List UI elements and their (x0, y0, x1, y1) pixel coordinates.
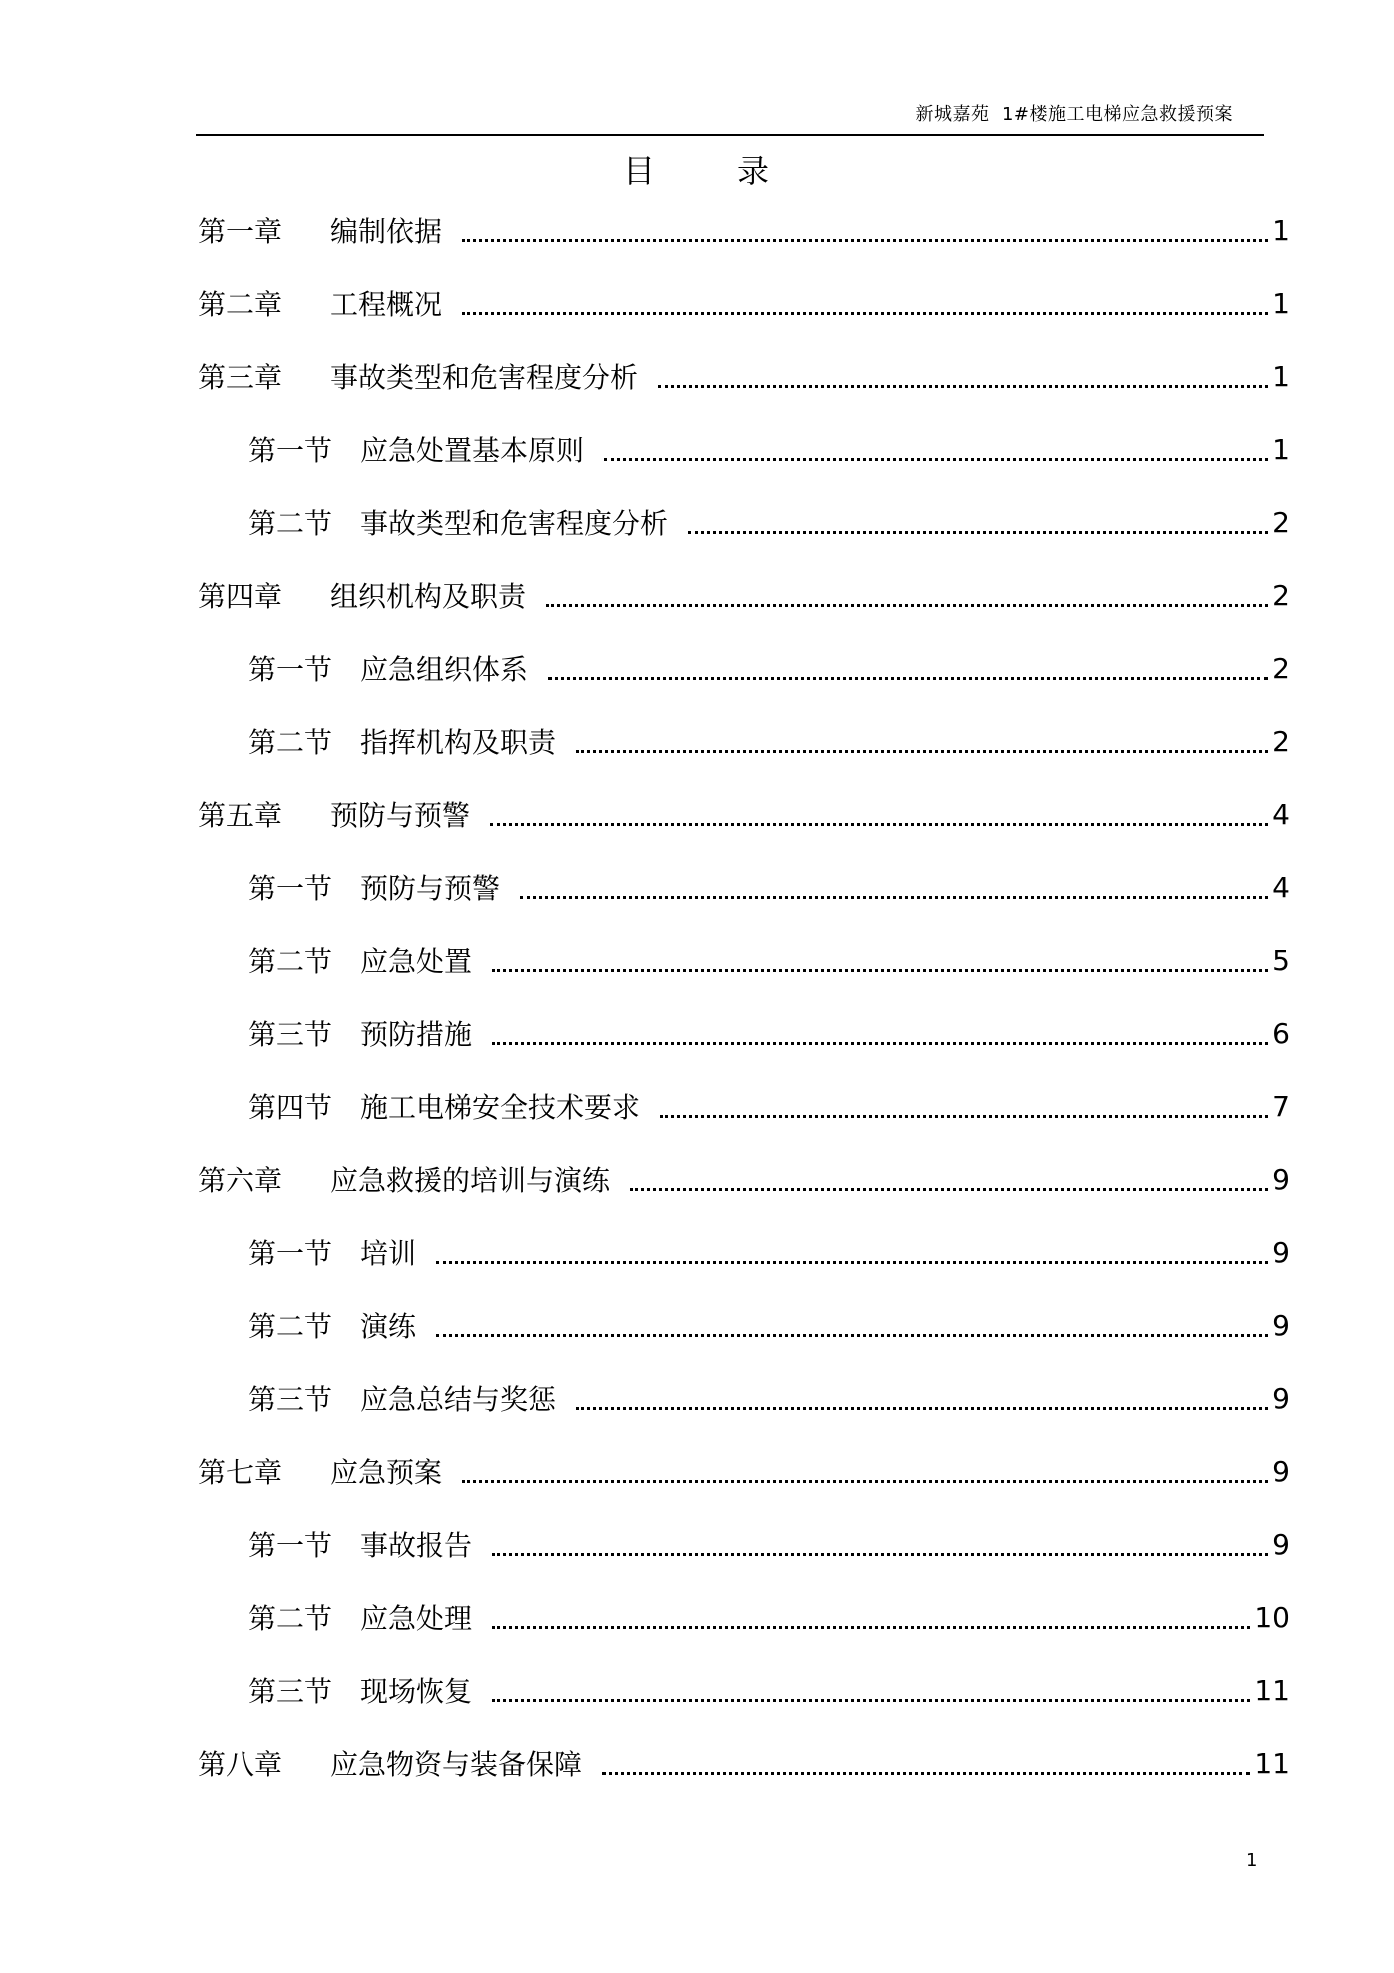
toc-chapter-entry[interactable] (198, 205, 1290, 255)
toc-entry-number: 第四章 (198, 580, 283, 613)
toc-entry-page: 1 (1272, 286, 1290, 320)
toc-entry-label: 施工电梯安全技术要求 (360, 1091, 641, 1124)
toc-section-entry[interactable] (248, 1665, 1290, 1715)
toc-entry-page: 2 (1272, 505, 1290, 539)
toc-section-entry[interactable] (248, 1227, 1290, 1277)
page-number: 1 (1246, 1850, 1258, 1871)
toc-entry-number: 第二节 (248, 1310, 333, 1343)
toc-entry-label: 预防措施 (360, 1018, 473, 1051)
toc-entry-page: 5 (1272, 943, 1290, 977)
toc-entry-number: 第六章 (198, 1164, 283, 1197)
toc-entry-page: 9 (1272, 1527, 1290, 1561)
toc-dot-leader (436, 1334, 1268, 1337)
toc-chapter-entry[interactable] (198, 789, 1290, 839)
toc-entry-number: 第三章 (198, 361, 283, 394)
toc-entry-number: 第一节 (248, 872, 333, 905)
toc-entry-label: 应急处置基本原则 (360, 434, 585, 467)
toc-section-entry[interactable] (248, 716, 1290, 766)
toc-dot-leader (602, 1772, 1250, 1775)
toc-dot-leader (660, 1115, 1268, 1118)
toc-dot-leader (492, 1042, 1268, 1045)
toc-entry-number: 第二节 (248, 507, 333, 540)
running-header: 新城嘉苑 1#楼施工电梯应急救援预案 (915, 104, 1233, 125)
toc-entry-label: 应急总结与奖惩 (360, 1383, 557, 1416)
toc-entry-label: 现场恢复 (360, 1675, 473, 1708)
toc-entry-number: 第一节 (248, 653, 333, 686)
toc-entry-number: 第二章 (198, 288, 283, 321)
toc-dot-leader (462, 312, 1268, 315)
toc-entry-number: 第三节 (248, 1018, 333, 1051)
toc-entry-label: 应急救援的培训与演练 (330, 1164, 611, 1197)
toc-chapter-entry[interactable] (198, 570, 1290, 620)
toc-entry-label: 指挥机构及职责 (360, 726, 557, 759)
toc-entry-label: 应急组织体系 (360, 653, 529, 686)
toc-section-entry[interactable] (248, 643, 1290, 693)
toc-entry-number: 第五章 (198, 799, 283, 832)
toc-chapter-entry[interactable] (198, 278, 1290, 328)
toc-dot-leader (492, 1553, 1268, 1556)
toc-entry-number: 第一节 (248, 434, 333, 467)
toc-entry-label: 事故报告 (360, 1529, 473, 1562)
toc-entry-page: 7 (1272, 1089, 1290, 1123)
toc-entry-number: 第二节 (248, 726, 333, 759)
toc-entry-number: 第八章 (198, 1748, 283, 1781)
toc-entry-label: 应急处置 (360, 945, 473, 978)
toc-entry-page: 9 (1272, 1308, 1290, 1342)
toc-dot-leader (658, 385, 1268, 388)
toc-section-entry[interactable] (248, 1081, 1290, 1131)
toc-dot-leader (492, 1626, 1250, 1629)
toc-section-entry[interactable] (248, 424, 1290, 474)
toc-dot-leader (604, 458, 1268, 461)
toc-chapter-entry[interactable] (198, 1154, 1290, 1204)
toc-entry-label: 预防与预警 (330, 799, 471, 832)
toc-title-right: 录 (737, 152, 772, 190)
toc-entry-label: 应急预案 (330, 1456, 443, 1489)
toc-dot-leader (462, 239, 1268, 242)
toc-entry-label: 事故类型和危害程度分析 (330, 361, 639, 394)
toc-entry-page: 2 (1272, 578, 1290, 612)
toc-entry-page: 4 (1272, 797, 1290, 831)
toc-entry-number: 第一节 (248, 1237, 333, 1270)
toc-entry-page: 10 (1254, 1600, 1290, 1634)
toc-section-entry[interactable] (248, 1592, 1290, 1642)
toc-dot-leader (576, 750, 1268, 753)
toc-dot-leader (492, 1699, 1250, 1702)
toc-dot-leader (630, 1188, 1268, 1191)
toc-entry-page: 9 (1272, 1162, 1290, 1196)
toc-entry-page: 2 (1272, 724, 1290, 758)
toc-entry-label: 工程概况 (330, 288, 443, 321)
toc-entry-label: 预防与预警 (360, 872, 501, 905)
toc-entry-label: 演练 (360, 1310, 417, 1343)
toc-entry-label: 组织机构及职责 (330, 580, 527, 613)
toc-entry-label: 事故类型和危害程度分析 (360, 507, 669, 540)
toc-dot-leader (688, 531, 1268, 534)
toc-entry-label: 应急处理 (360, 1602, 473, 1635)
toc-dot-leader (490, 823, 1268, 826)
toc-entry-number: 第一章 (198, 215, 283, 248)
toc-entry-number: 第一节 (248, 1529, 333, 1562)
toc-entry-label: 应急物资与装备保障 (330, 1748, 583, 1781)
toc-dot-leader (520, 896, 1268, 899)
toc-chapter-entry[interactable] (198, 351, 1290, 401)
toc-entry-page: 2 (1272, 651, 1290, 685)
toc-dot-leader (462, 1480, 1268, 1483)
toc-section-entry[interactable] (248, 1300, 1290, 1350)
toc-title (0, 146, 1394, 192)
toc-entry-page: 9 (1272, 1235, 1290, 1269)
header-rule (196, 134, 1264, 136)
toc-entry-page: 1 (1272, 359, 1290, 393)
toc-section-entry[interactable] (248, 497, 1290, 547)
toc-section-entry[interactable] (248, 1519, 1290, 1569)
toc-chapter-entry[interactable] (198, 1738, 1290, 1788)
toc-entry-page: 6 (1272, 1016, 1290, 1050)
toc-section-entry[interactable] (248, 862, 1290, 912)
toc-entry-page: 1 (1272, 213, 1290, 247)
toc-section-entry[interactable] (248, 935, 1290, 985)
toc-section-entry[interactable] (248, 1373, 1290, 1423)
toc-entry-page: 11 (1254, 1673, 1290, 1707)
toc-entry-number: 第三节 (248, 1675, 333, 1708)
toc-dot-leader (492, 969, 1268, 972)
toc-entry-number: 第二节 (248, 1602, 333, 1635)
toc-dot-leader (548, 677, 1268, 680)
toc-title-left: 目 (622, 152, 657, 190)
toc-section-entry[interactable] (248, 1008, 1290, 1058)
toc-chapter-entry[interactable] (198, 1446, 1290, 1496)
toc-entry-page: 9 (1272, 1454, 1290, 1488)
toc-entry-page: 9 (1272, 1381, 1290, 1415)
toc-entry-number: 第七章 (198, 1456, 283, 1489)
toc-dot-leader (576, 1407, 1268, 1410)
toc-entry-label: 培训 (360, 1237, 417, 1270)
toc-entry-page: 1 (1272, 432, 1290, 466)
toc-entry-page: 11 (1254, 1746, 1290, 1780)
toc-entry-number: 第二节 (248, 945, 333, 978)
toc-entry-label: 编制依据 (330, 215, 443, 248)
toc-entry-number: 第三节 (248, 1383, 333, 1416)
toc-entry-page: 4 (1272, 870, 1290, 904)
toc-dot-leader (436, 1261, 1268, 1264)
toc-dot-leader (546, 604, 1268, 607)
toc-entry-number: 第四节 (248, 1091, 333, 1124)
